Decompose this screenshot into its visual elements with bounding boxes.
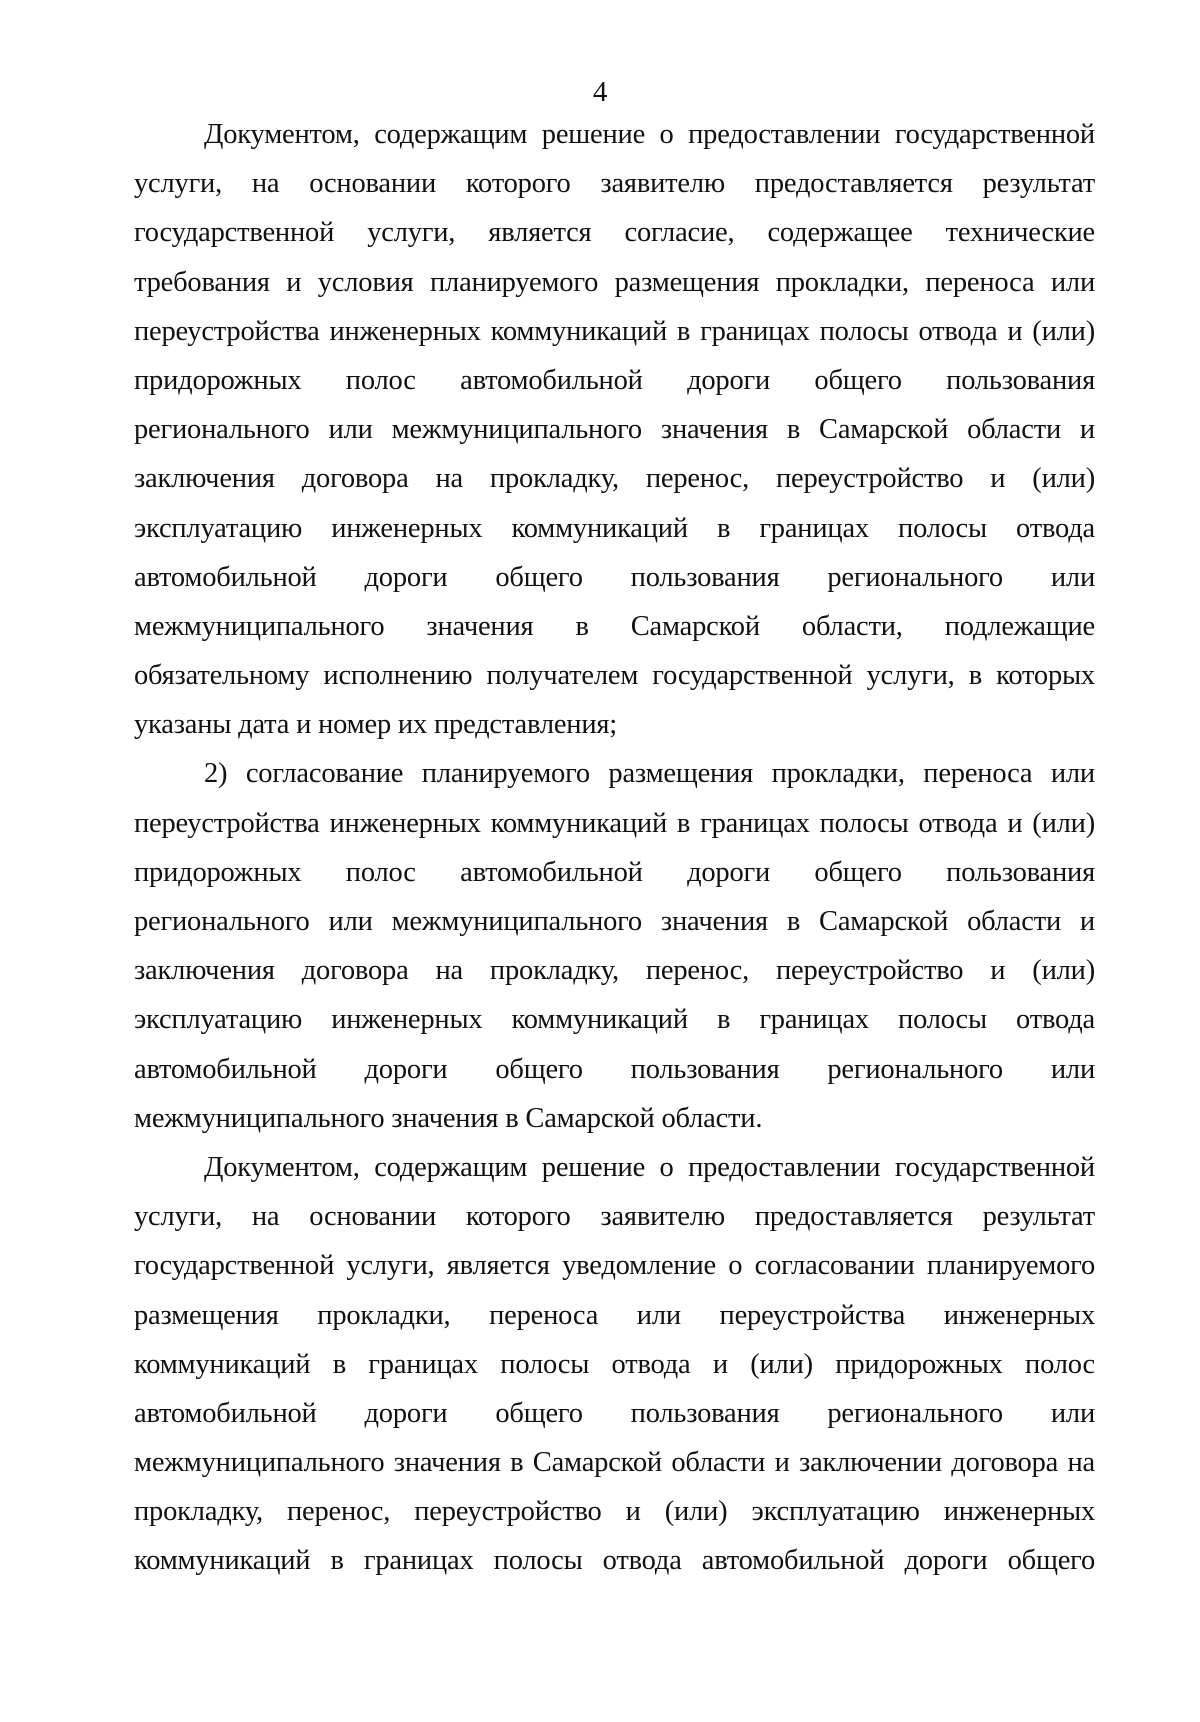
document-body bbox=[134, 110, 1095, 1586]
text-line: придорожных полос автомобильной дороги общего пользования bbox=[134, 364, 1095, 396]
text-line: обязательному исполнению получателем государственной услуги, в которых bbox=[134, 660, 1095, 692]
text-line: размещения прокладки, переноса или переустройства инженерных bbox=[134, 1299, 1095, 1331]
text-line: автомобильной дороги общего пользования регионального или bbox=[134, 1397, 1095, 1429]
text-line: регионального или межмуниципального значения в Самарской области и bbox=[134, 414, 1095, 446]
text-line: прокладку, перенос, переустройство и (или) эксплуатацию инженерных bbox=[134, 1496, 1095, 1528]
text-line: переустройства инженерных коммуникаций в границах полосы отвода и (или) bbox=[134, 315, 1095, 347]
text-line: коммуникаций в границах полосы отвода и (или) придорожных полос bbox=[134, 1348, 1095, 1380]
text-line: эксплуатацию инженерных коммуникаций в границах полосы отвода bbox=[134, 512, 1095, 544]
text-line: межмуниципального значения в Самарской области. bbox=[134, 1102, 763, 1134]
text-line: регионального или межмуниципального значения в Самарской области и bbox=[134, 906, 1095, 937]
text-line: автомобильной дороги общего пользования регионального или bbox=[134, 561, 1095, 593]
paragraph-2 bbox=[134, 749, 1095, 1143]
text-line: переустройства инженерных коммуникаций в границах полосы отвода и (или) bbox=[134, 807, 1095, 839]
text-line: указаны дата и номер их представления; bbox=[134, 709, 618, 741]
paragraph-3 bbox=[134, 1143, 1095, 1586]
text-line: государственной услуги, является уведомление о согласовании планируемого bbox=[134, 1250, 1095, 1282]
text-line: эксплуатацию инженерных коммуникаций в границах полосы отвода bbox=[134, 1004, 1095, 1036]
page-number: 4 bbox=[592, 76, 608, 108]
text-line: требования и условия планируемого размещения прокладки, переноса или bbox=[134, 266, 1095, 298]
text-line: 2) согласование планируемого размещения прокладки, переноса или bbox=[204, 758, 1095, 790]
text-line: Документом, содержащим решение о предоставлении государственной bbox=[204, 1151, 1095, 1183]
text-line: коммуникаций в границах полосы отвода автомобильной дороги общего bbox=[134, 1545, 1095, 1577]
text-line: заключения договора на прокладку, перенос, переустройство и (или) bbox=[134, 463, 1095, 495]
text-line: заключения договора на прокладку, перенос, переустройство и (или) bbox=[134, 955, 1095, 987]
text-line: автомобильной дороги общего пользования регионального или bbox=[134, 1053, 1095, 1085]
text-line: придорожных полос автомобильной дороги общего пользования bbox=[134, 856, 1095, 888]
paragraph-1 bbox=[134, 110, 1095, 749]
text-line: государственной услуги, является согласие, содержащее технические bbox=[134, 217, 1095, 249]
text-line: услуги, на основании которого заявителю предоставляется результат bbox=[134, 1201, 1095, 1233]
text-line: услуги, на основании которого заявителю предоставляется результат bbox=[134, 168, 1095, 200]
text-line: межмуниципального значения в Самарской области и заключении договора на bbox=[134, 1447, 1095, 1479]
text-line: Документом, содержащим решение о предоставлении государственной bbox=[204, 119, 1095, 150]
text-line: межмуниципального значения в Самарской области, подлежащие bbox=[134, 610, 1095, 642]
